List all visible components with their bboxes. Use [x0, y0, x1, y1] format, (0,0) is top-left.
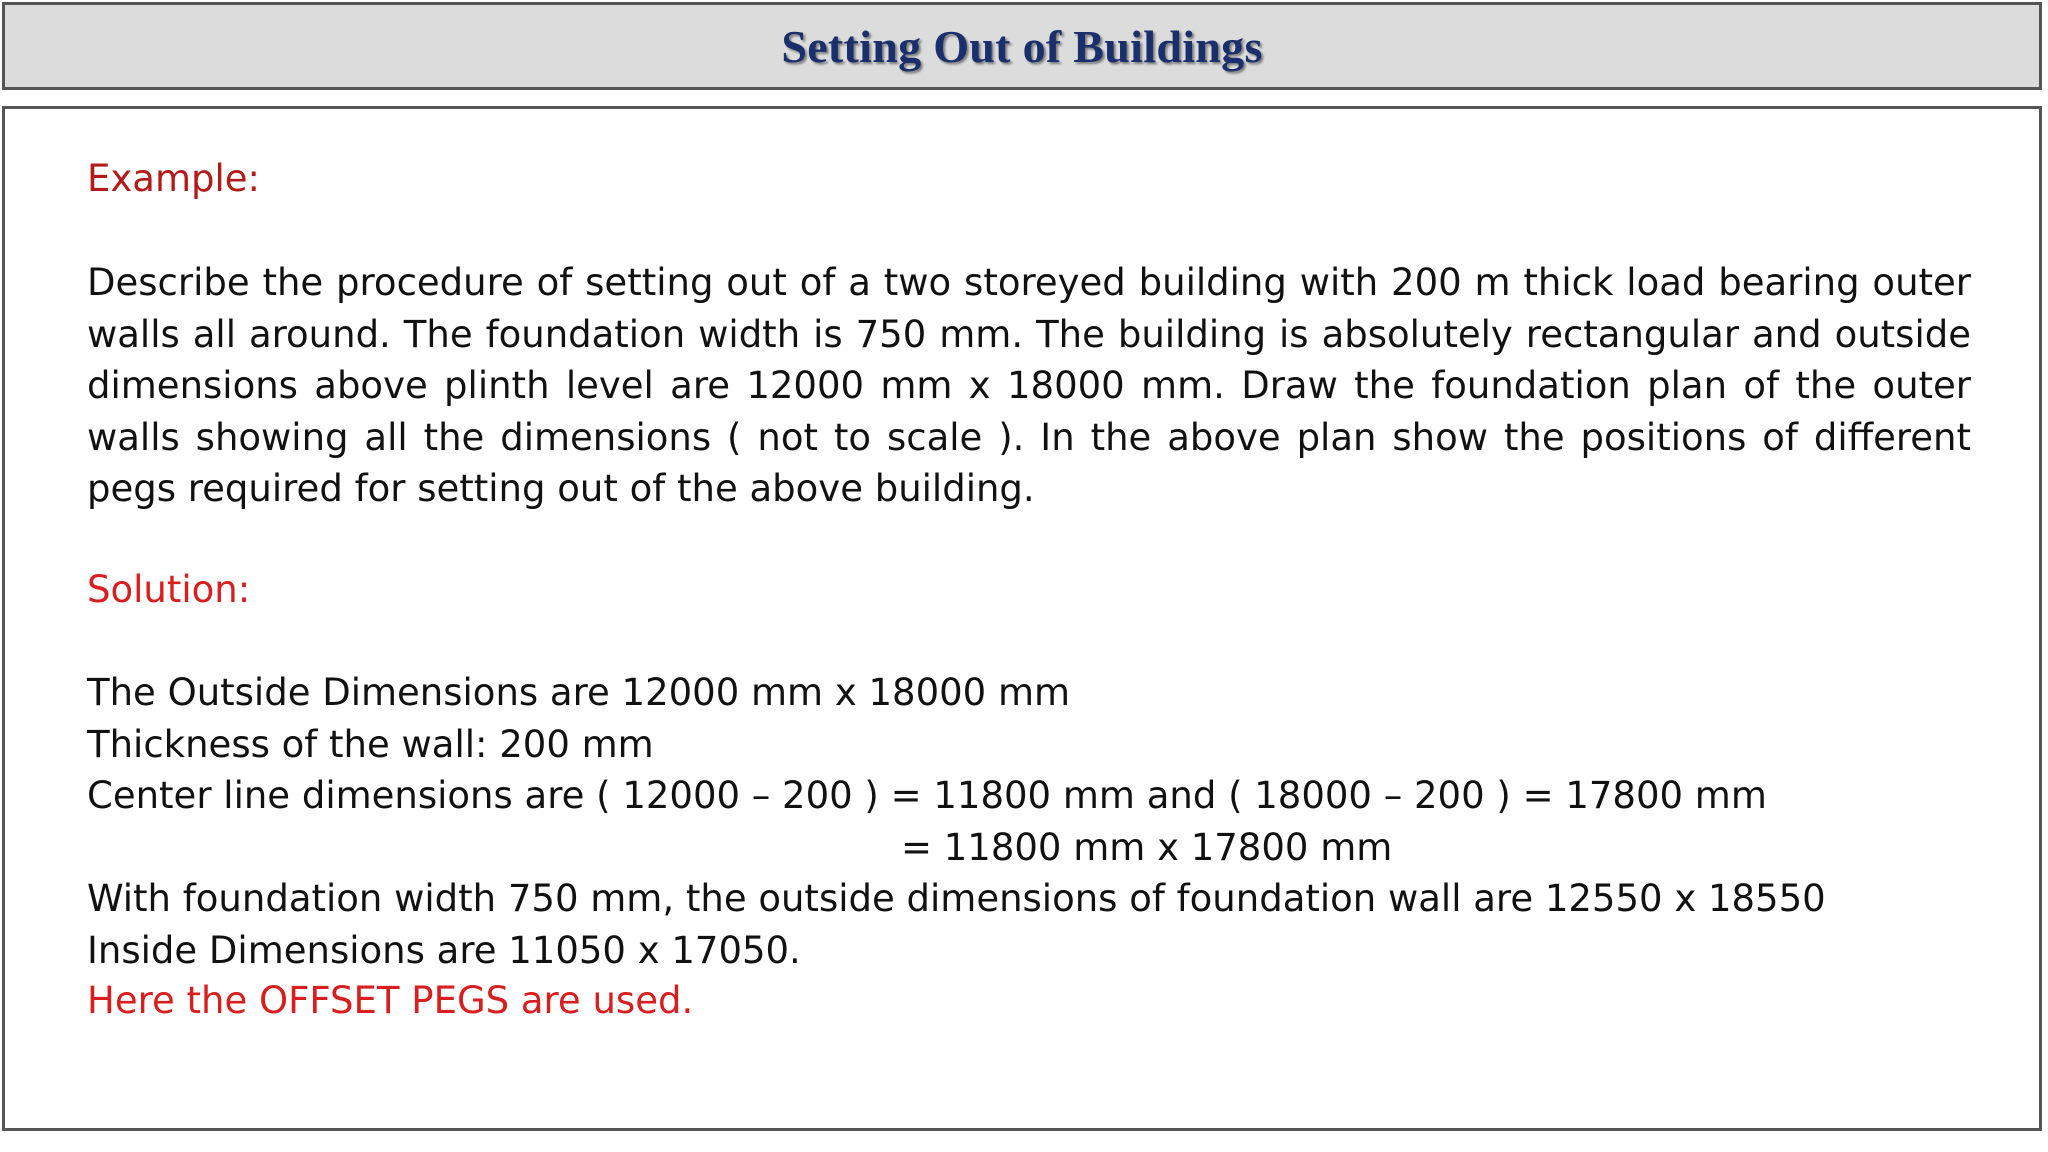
- solution-line-outside-dimensions: The Outside Dimensions are 12000 mm x 18000 mm: [87, 671, 1071, 714]
- example-heading: Example:: [87, 157, 260, 200]
- example-paragraph: Describe the procedure of setting out of a two storeyed building with 200 m thick load bearing outer walls all around. The foundation width is 750 mm. The building is absolutely rectangular and outside dimensions above plinth level are 12000 mm x 18000 mm. Draw the foundation plan of the outer walls showing all the dimensions ( not to scale ). In the above plan show the positions of different pegs required for setting out of the above building.: [87, 261, 1971, 510]
- solution-conclusion: Here the OFFSET PEGS are used.: [87, 979, 694, 1022]
- page-title: Setting Out of Buildings: [781, 20, 1263, 72]
- solution-line-foundation-outside: With foundation width 750 mm, the outside dimensions of foundation wall are 12550 x 18550: [87, 877, 1826, 920]
- solution-line-center-result: = 11800 mm x 17800 mm: [901, 825, 1393, 869]
- solution-lines: [87, 667, 1971, 976]
- title-bar: [2, 2, 2042, 90]
- solution-line-center-line: Center line dimensions are ( 12000 – 200 ) = 11800 mm and ( 18000 – 200 ) = 17800 mm: [87, 774, 1767, 817]
- solution-heading: Solution:: [87, 568, 251, 611]
- content-panel: [2, 106, 2042, 1131]
- solution-line-wall-thickness: Thickness of the wall: 200 mm: [87, 722, 654, 766]
- solution-line-inside-dimensions: Inside Dimensions are 11050 x 17050.: [87, 928, 801, 972]
